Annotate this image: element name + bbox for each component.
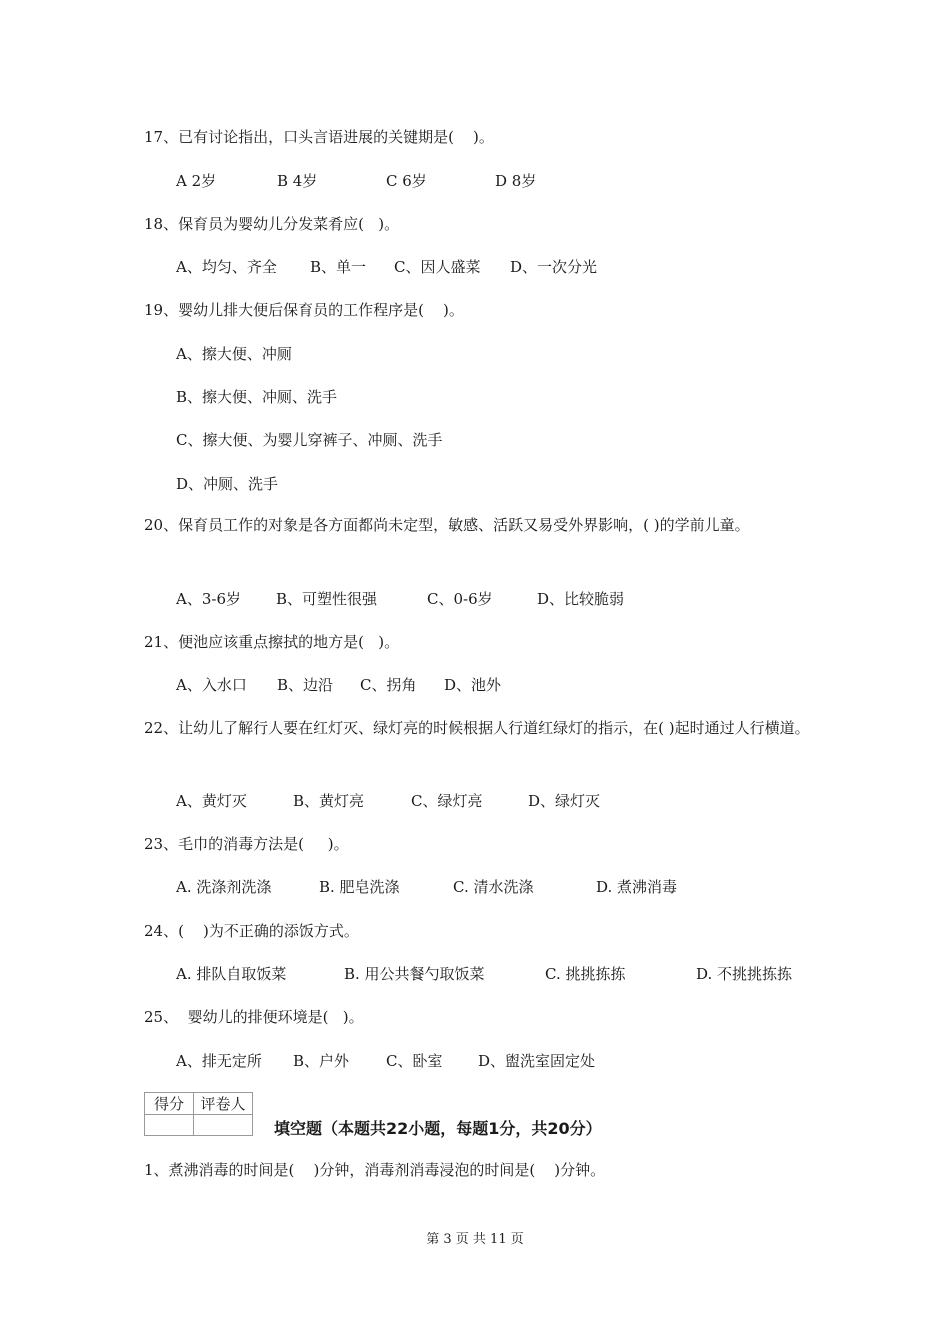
question-19-option-d: D、冲厕、洗手 [176,475,279,493]
option-b: B、边沿 [277,676,334,694]
option-d: D、一次分光 [510,258,598,276]
option-c: C. 清水洗涤 [453,878,534,896]
question-17-stem: 17、已有讨论指出，口头言语进展的关键期是( )。 [144,128,494,146]
option-c: C、0-6岁 [427,590,493,608]
option-b: B、户外 [293,1052,350,1070]
option-a: A、排无定所 [176,1052,262,1070]
option-c: C、拐角 [360,676,417,694]
grader-cell [194,1115,253,1136]
option-d: D、绿灯灭 [528,792,601,810]
option-a: A、入水口 [176,676,247,694]
option-a: A、黄灯灭 [176,792,247,810]
option-a: A、3-6岁 [176,590,241,608]
option-b: B、可塑性很强 [276,590,378,608]
option-c: C、绿灯亮 [411,792,483,810]
option-d: D 8岁 [495,172,537,190]
option-a: A、均匀、齐全 [176,258,277,276]
question-19-option-a: A、擦大便、冲厕 [176,345,292,363]
option-c: C、因人盛菜 [394,258,481,276]
option-d: D、池外 [444,676,502,694]
option-a: A. 排队自取饭菜 [176,965,287,983]
question-25-stem: 25、 婴幼儿的排便环境是( )。 [144,1008,364,1026]
fill-question-1: 1、煮沸消毒的时间是( )分钟，消毒剂消毒浸泡的时间是( )分钟。 [144,1161,606,1179]
question-20-stem: 20、保育员工作的对象是各方面都尚未定型，敏感、活跃又易受外界影响，( )的学前儿童。 [144,516,750,534]
option-b: B. 用公共餐勺取饭菜 [344,965,485,983]
option-b: B、黄灯亮 [293,792,365,810]
option-c: C、卧室 [386,1052,443,1070]
question-24-stem: 24、( )为不正确的添饭方式。 [144,922,359,940]
page-footer: 第 3 页 共 11 页 [426,1232,524,1247]
score-table [144,1092,253,1136]
score-header: 得分 [145,1093,194,1115]
option-a: A. 洗涤剂洗涤 [176,878,272,896]
question-19-option-b: B、擦大便、冲厕、洗手 [176,388,338,406]
section-title: 填空题（本题共22小题，每题1分，共20分） [274,1119,602,1138]
option-a: A 2岁 [176,172,217,190]
option-c: C 6岁 [386,172,427,190]
option-c: C. 挑挑拣拣 [545,965,626,983]
option-d: D、比较脆弱 [537,590,625,608]
question-19-option-c: C、擦大便、为婴儿穿裤子、冲厕、洗手 [176,431,443,449]
option-d: D. 不挑挑拣拣 [696,965,793,983]
option-b: B. 肥皂洗涤 [319,878,400,896]
score-cell [145,1115,194,1136]
question-18-stem: 18、保育员为婴幼儿分发菜肴应( )。 [144,215,400,233]
option-d: D、盥洗室固定处 [478,1052,596,1070]
question-21-stem: 21、便池应该重点擦拭的地方是( )。 [144,633,400,651]
grader-header: 评卷人 [194,1093,253,1115]
option-d: D. 煮沸消毒 [596,878,678,896]
option-b: B、单一 [310,258,367,276]
option-b: B 4岁 [277,172,318,190]
question-19-stem: 19、婴幼儿排大便后保育员的工作程序是( )。 [144,301,464,319]
question-22-stem: 22、让幼儿了解行人要在红灯灭、绿灯亮的时候根据人行道红绿灯的指示，在( )起时通过人行横道。 [144,719,810,737]
question-23-stem: 23、毛巾的消毒方法是( )。 [144,835,349,853]
